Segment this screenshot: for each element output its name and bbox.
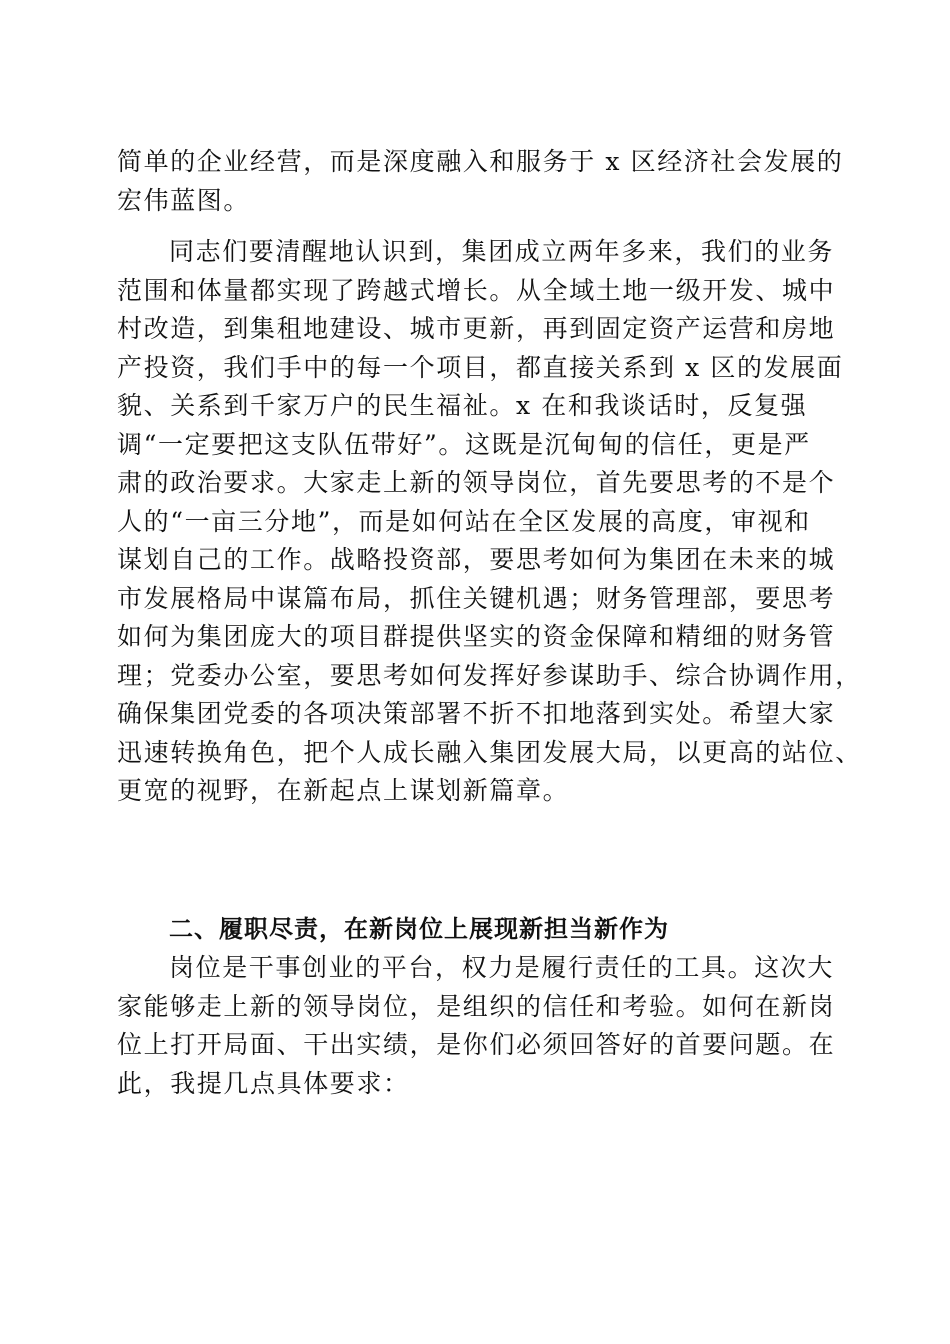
section-heading: 二、履职尽责，在新岗位上展现新担当新作为: [169, 915, 669, 943]
paragraph-1: [117, 143, 844, 220]
paragraph-1-line: 宏伟蓝图。: [117, 185, 251, 215]
paragraph-2-line: 村改造，到集租地建设、城市更新，再到固定资产运营和房地: [117, 314, 836, 343]
paragraph-2-line: 肃的政治要求。大家走上新的领导岗位，首先要思考的不是个: [117, 468, 836, 497]
paragraph-2-line: 确保集团党委的各项决策部署不折不扣地落到实处。希望大家: [117, 699, 836, 728]
paragraph-2-line: 市发展格局中谋篇布局，抓住关键机遇；财务管理部，要思考: [117, 583, 836, 613]
paragraph-2-line: 产投资，我们手中的每一个项目，都直接关系到 x 区的发展面: [117, 352, 844, 382]
paragraph-2-line: 迅速转换角色，把个人成长融入集团发展大局，以更高的站位、: [117, 737, 862, 767]
paragraph-2-line: 谋划自己的工作。战略投资部，要思考如何为集团在未来的城: [117, 545, 836, 574]
paragraph-2-line: 更宽的视野，在新起点上谋划新篇章。: [117, 776, 570, 805]
paragraph-3: [117, 949, 837, 1103]
paragraph-2-line: 范围和体量都实现了跨越式增长。从全域土地一级开发、城中: [117, 275, 836, 305]
paragraph-1-line: 简单的企业经营，而是深度融入和服务于 x 区经济社会发展的: [117, 147, 844, 176]
paragraph-2-line: 貌、关系到千家万户的民生福祉。x 在和我谈话时，反复强: [117, 391, 808, 420]
paragraph-3-line: 家能够走上新的领导岗位，是组织的信任和考验。如何在新岗: [117, 991, 836, 1021]
paragraph-2-line: 调“一定要把这支队伍带好”。这既是沉甸甸的信任，更是严: [117, 429, 811, 459]
paragraph-2-line: 理；党委办公室，要思考如何发挥好参谋助手、综合协调作用，: [117, 660, 862, 690]
paragraph-2-line: 如何为集团庞大的项目群提供坚实的资金保障和精细的财务管: [117, 622, 836, 651]
paragraph-2-line: 人的“一亩三分地”，而是如何站在全区发展的高度，审视和: [117, 506, 811, 536]
paragraph-2: [117, 233, 862, 811]
paragraph-2-line: 同志们要清醒地认识到，集团成立两年多来，我们的业务: [169, 237, 835, 266]
paragraph-3-line: 岗位是干事创业的平台，权力是履行责任的工具。这次大: [169, 953, 835, 982]
paragraph-3-line: 位上打开局面、干出实绩，是你们必须回答好的首要问题。在: [117, 1030, 836, 1059]
paragraph-3-line: 此，我提几点具体要求：: [117, 1068, 410, 1098]
